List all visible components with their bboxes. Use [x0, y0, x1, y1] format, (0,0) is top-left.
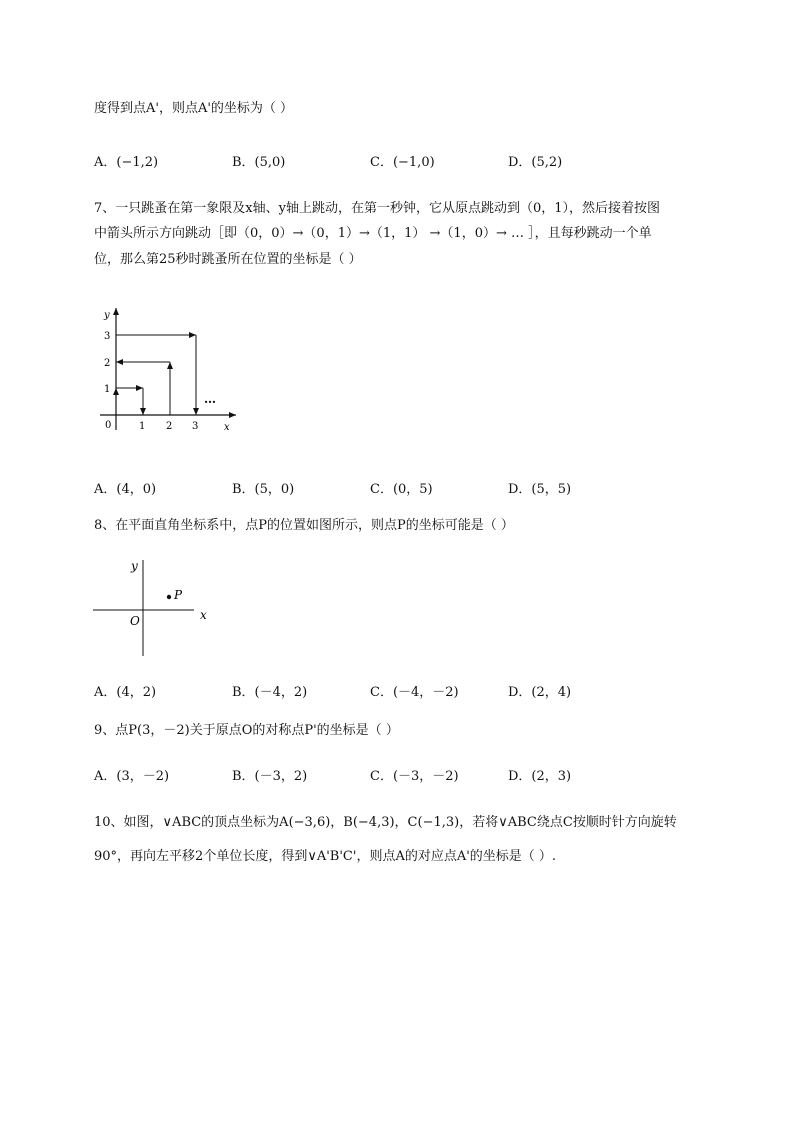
- q7-origin-label: 0: [105, 420, 112, 431]
- q8-options: [94, 681, 714, 700]
- q8-point-figure: [90, 556, 220, 660]
- q6-option-c[interactable]: C．(−1,0): [370, 155, 435, 170]
- q10-stem-line2: 90°，再向左平移2个单位长度，得到∨A'B'C'，则点A的对应点A'的坐标是（ ）.: [94, 849, 557, 864]
- q7-y-label: y: [104, 310, 110, 321]
- q8-stem: 8、在平面直角坐标系中，点P的位置如图所示，则点P的坐标可能是（ ）: [94, 518, 514, 533]
- q7-x-tick-3: 3: [192, 421, 199, 432]
- q9-option-a[interactable]: A．(3，－2): [94, 769, 170, 784]
- q7-option-b[interactable]: B．(5，0): [232, 482, 295, 497]
- q7-stem-line2: 中箭头所示方向跳动［即（0，0）→（0，1）→（1，1） →（1，0）→ … ］，且每秒跳动一个单: [94, 226, 652, 241]
- q6-option-b[interactable]: B．(5,0): [232, 155, 286, 170]
- q7-y-tick-2: 2: [104, 358, 111, 369]
- q7-x-tick-2: 2: [166, 421, 173, 432]
- q6-stem-tail: 度得到点A'，则点A'的坐标为（ ）: [94, 101, 294, 116]
- q9-option-b[interactable]: B．(－3，2): [232, 769, 308, 784]
- q7-y-tick-3: 3: [104, 331, 111, 342]
- q9-options: [94, 765, 714, 784]
- q8-option-d[interactable]: D．(2，4): [508, 685, 572, 700]
- q7-options: [94, 478, 714, 497]
- q7-option-c[interactable]: C．(0，5): [370, 482, 433, 497]
- q7-x-label: x: [224, 422, 230, 433]
- q8-origin-label: O: [130, 614, 140, 628]
- q7-ellipsis: …: [204, 392, 216, 406]
- q7-option-a[interactable]: A．(4，0): [94, 482, 157, 497]
- q7-x-tick-1: 1: [139, 421, 146, 432]
- q8-point-p: [167, 595, 171, 599]
- q9-stem: 9、点P(3，－2)关于原点O的对称点P'的坐标是（ ）: [94, 723, 399, 738]
- q7-y-tick-1: 1: [104, 384, 111, 395]
- q9-option-d[interactable]: D．(2，3): [508, 769, 572, 784]
- q7-option-d[interactable]: D．(5，5): [508, 482, 572, 497]
- q7-flea-path-figure: [90, 300, 250, 440]
- q8-option-a[interactable]: A．(4，2): [94, 685, 157, 700]
- q6-option-a[interactable]: A．(−1,2): [94, 155, 159, 170]
- q8-option-c[interactable]: C．(－4，－2): [370, 685, 459, 700]
- q6-options: [94, 151, 714, 170]
- q7-stem-line1: 7、一只跳蚤在第一象限及x轴、y轴上跳动，在第一秒钟，它从原点跳动到（0，1），然后接着按图: [94, 201, 660, 216]
- q8-option-b[interactable]: B．(－4，2): [232, 685, 308, 700]
- q8-x-label: x: [200, 608, 207, 622]
- q10-stem-line1: 10、如图，∨ABC的顶点坐标为A(−3,6)，B(−4,3)，C(−1,3)，若将∨ABC绕点C按顺时针方向旋转: [94, 815, 677, 830]
- q7-stem-line3: 位，那么第25秒时跳蚤所在位置的坐标是（ ）: [94, 252, 362, 267]
- q6-option-d[interactable]: D．(5,2): [508, 155, 563, 170]
- q9-option-c[interactable]: C．(－3，－2): [370, 769, 459, 784]
- q8-point-label: P: [174, 588, 183, 602]
- q8-y-label: y: [131, 559, 138, 573]
